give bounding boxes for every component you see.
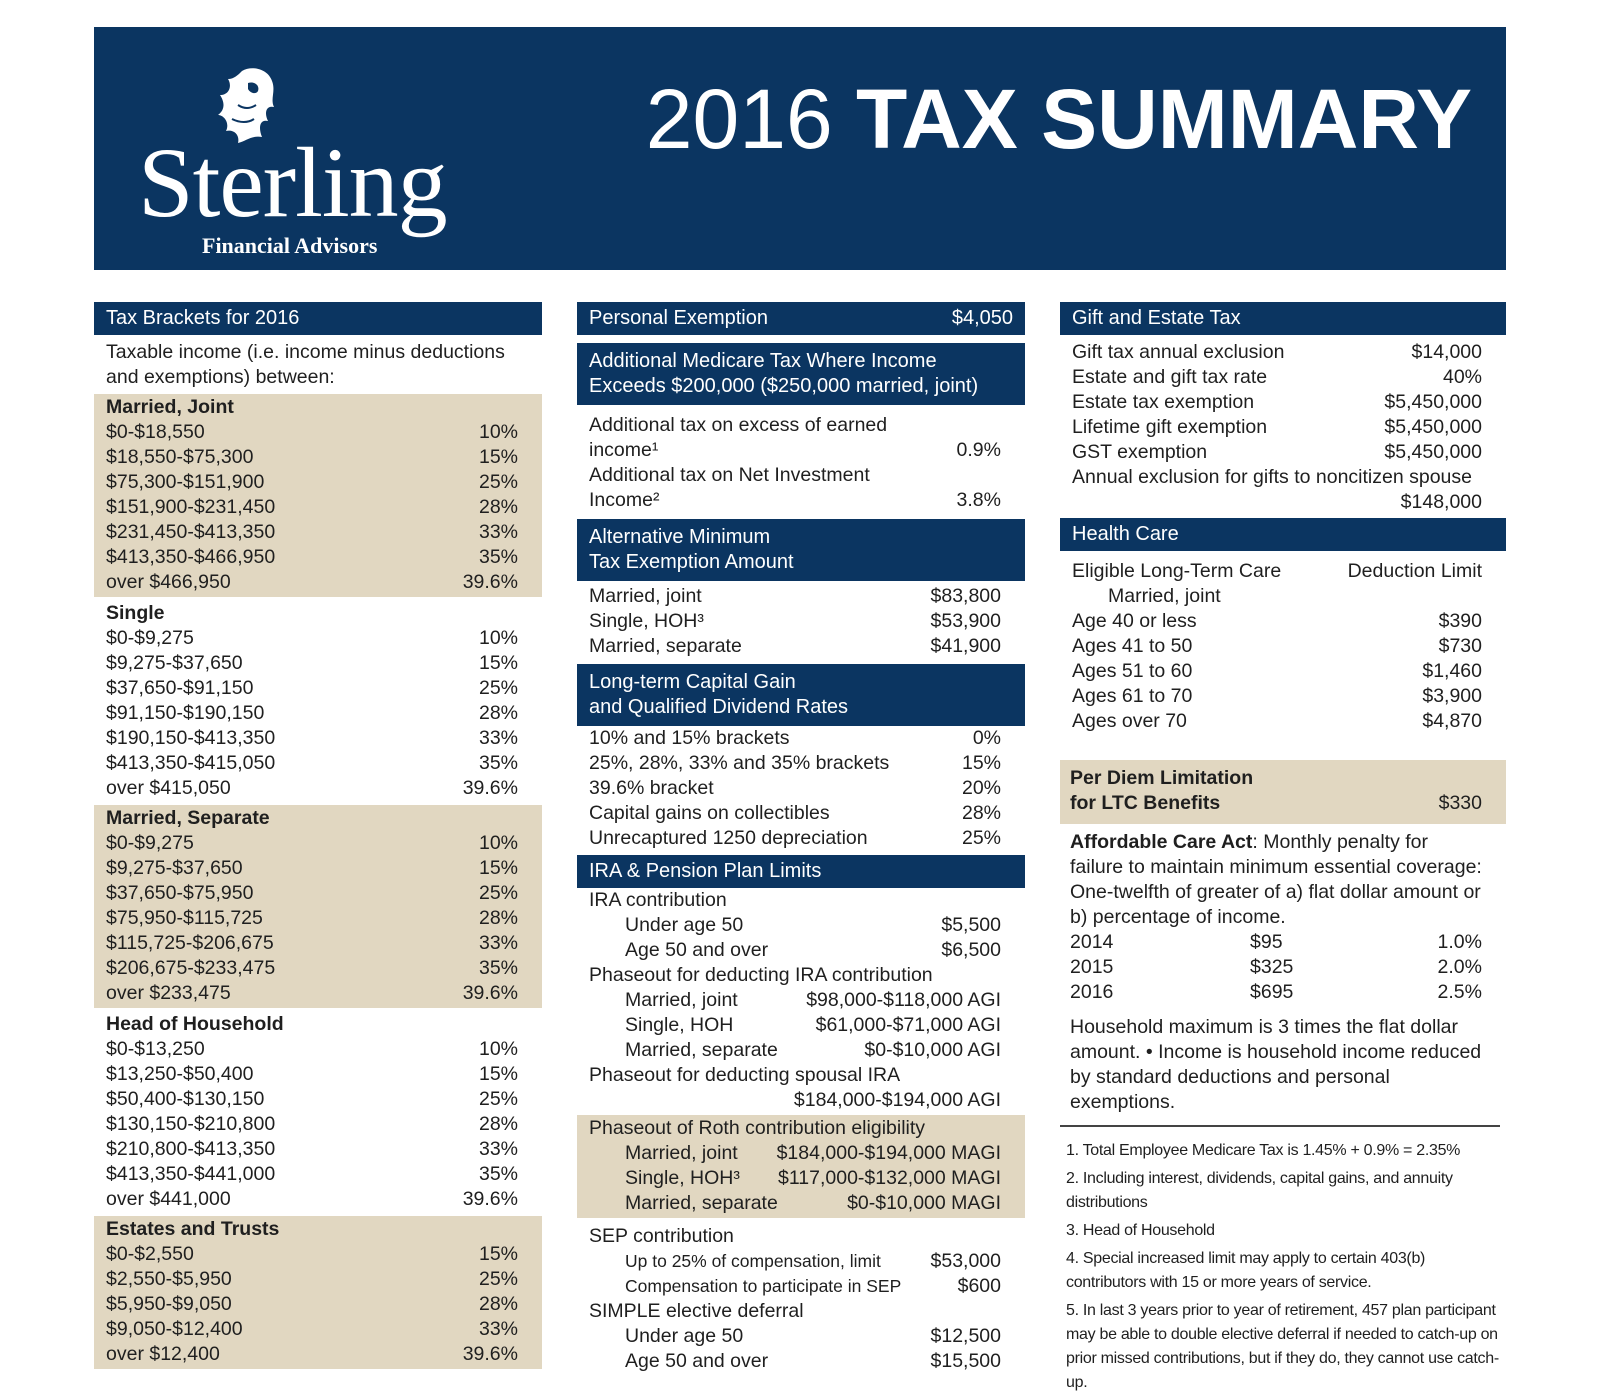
phaseout-ira-rows <box>577 988 1025 1063</box>
roth-row-label: Married, separate <box>625 1192 778 1214</box>
phaseout-ira-row-label: Single, HOH <box>625 1014 734 1036</box>
household-paragraph: Household maximum is 3 times the flat dollar amount. • Income is household income reduced by standard deductions and personal exemptions. <box>1070 1016 1482 1113</box>
bracket-range: over $441,000 <box>106 1188 231 1210</box>
bracket-group <box>94 1008 542 1216</box>
bracket-row <box>94 495 542 520</box>
bracket-row <box>94 751 542 776</box>
bracket-row <box>94 931 542 956</box>
bracket-range: $0-$9,275 <box>106 627 194 649</box>
bracket-rate: 25% <box>478 882 518 904</box>
ltc-row-label: Ages over 70 <box>1072 710 1187 732</box>
middle-column <box>577 302 1025 1374</box>
amt-row-label: Single, HOH³ <box>589 610 704 632</box>
bracket-row <box>94 1242 542 1267</box>
phaseout-ira-row-label: Married, separate <box>625 1039 778 1061</box>
right-column <box>1060 302 1506 1399</box>
aca-amount: $95 <box>1250 931 1283 953</box>
bracket-row <box>94 1267 542 1292</box>
ira-row <box>577 913 1025 938</box>
gift-row-value: $5,450,000 <box>1384 441 1482 463</box>
footnote: 1. Total Employee Medicare Tax is 1.45% + 0.9% = 2.35% <box>1066 1142 1461 1159</box>
ltc-row <box>1060 634 1506 659</box>
amt-row-value: $41,900 <box>930 635 1001 657</box>
per-diem-box: Per Diem Limitation for LTC Benefits $330 <box>1060 760 1506 824</box>
bracket-row <box>94 1162 542 1187</box>
bracket-row <box>94 676 542 701</box>
ltc-row-value: $730 <box>1438 635 1482 657</box>
ira-row-label: Under age 50 <box>625 914 744 936</box>
bracket-rate: 25% <box>478 677 518 699</box>
bracket-range: $0-$18,550 <box>106 421 205 443</box>
phaseout-ira-row-value: $61,000-$71,000 AGI <box>815 1014 1001 1036</box>
amt-row <box>577 584 1025 609</box>
medicare-row: Additional tax on excess of earned income¹ 0.9% <box>589 414 1001 461</box>
bracket-row <box>94 726 542 751</box>
bracket-group <box>94 394 542 597</box>
bracket-rate: 35% <box>478 546 518 568</box>
bracket-group-title: Married, Joint <box>106 396 234 418</box>
bracket-range: over $233,475 <box>106 982 231 1004</box>
bracket-row <box>94 626 542 651</box>
roth-title: Phaseout of Roth contribution eligibility <box>589 1117 926 1139</box>
bracket-group-title: Estates and Trusts <box>106 1218 280 1240</box>
bracket-rate: 25% <box>478 1088 518 1110</box>
gift-row <box>1060 415 1506 440</box>
roth-row <box>577 1166 1025 1191</box>
bracket-row <box>94 420 542 445</box>
bracket-row <box>94 701 542 726</box>
bracket-range: over $466,950 <box>106 571 231 593</box>
bracket-rate: 25% <box>478 471 518 493</box>
bracket-range: over $12,400 <box>106 1343 220 1365</box>
ltc-row-value: $3,900 <box>1422 685 1482 707</box>
aca-year: 2016 <box>1070 981 1114 1003</box>
simple-rows <box>577 1324 1025 1374</box>
gift-row <box>1060 390 1506 415</box>
tax-brackets-header: Tax Brackets for 2016 <box>94 302 542 335</box>
bracket-row <box>94 1342 542 1367</box>
cg-row <box>577 801 1025 826</box>
bracket-range: $5,950-$9,050 <box>106 1293 232 1315</box>
ltc-row <box>1060 659 1506 684</box>
ira-rows <box>577 913 1025 963</box>
phaseout-ira-row <box>577 988 1025 1013</box>
aca-row <box>1060 930 1506 955</box>
bracket-range: $413,350-$466,950 <box>106 546 276 568</box>
roth-rows <box>577 1141 1025 1216</box>
cg-row-value: 0% <box>972 727 1001 749</box>
bracket-group <box>94 1216 542 1369</box>
bracket-range: $0-$13,250 <box>106 1038 205 1060</box>
bracket-rate: 33% <box>478 521 518 543</box>
cg-row-label: Capital gains on collectibles <box>589 802 830 824</box>
simple-row-label: Under age 50 <box>625 1325 744 1347</box>
bracket-group <box>94 597 542 805</box>
aca-row <box>1060 955 1506 980</box>
bracket-range: $210,800-$413,350 <box>106 1138 276 1160</box>
ltc-row <box>1060 609 1506 634</box>
phaseout-ira-row-value: $0-$10,000 AGI <box>864 1039 1001 1061</box>
phaseout-ira-row <box>577 1013 1025 1038</box>
amt-row-value: $83,800 <box>930 585 1001 607</box>
aca-amount: $325 <box>1250 956 1294 978</box>
bracket-rate: 28% <box>478 702 518 724</box>
aca-year: 2015 <box>1070 956 1114 978</box>
title-year: 2016 <box>645 72 833 166</box>
footnote: 3. Head of Household <box>1066 1222 1215 1239</box>
bracket-row <box>94 881 542 906</box>
bracket-range: $9,275-$37,650 <box>106 857 243 879</box>
gift-rows <box>1060 340 1506 465</box>
cg-row <box>577 751 1025 776</box>
roth-row <box>577 1141 1025 1166</box>
bracket-range: $75,300-$151,900 <box>106 471 265 493</box>
bracket-range: $37,650-$75,950 <box>106 882 254 904</box>
cg-row-label: Unrecaptured 1250 depreciation <box>589 827 868 849</box>
gift-row-label: GST exemption <box>1072 441 1208 463</box>
bracket-row <box>94 1062 542 1087</box>
cg-row-value: 28% <box>961 802 1001 824</box>
bracket-range: $0-$2,550 <box>106 1243 194 1265</box>
bracket-row <box>94 956 542 981</box>
ira-row <box>577 938 1025 963</box>
tax-brackets-column <box>94 302 542 1369</box>
bracket-rate: 39.6% <box>462 1188 518 1210</box>
amt-row <box>577 634 1025 659</box>
capital-gain-rows <box>577 726 1025 851</box>
phaseout-ira-row-label: Married, joint <box>625 989 738 1011</box>
gift-row <box>1060 365 1506 390</box>
ltc-row-value: $390 <box>1438 610 1482 632</box>
bracket-rate: 25% <box>478 1268 518 1290</box>
bracket-rate: 33% <box>478 932 518 954</box>
bracket-range: $18,550-$75,300 <box>106 446 254 468</box>
bracket-group <box>94 805 542 1008</box>
sep-row <box>577 1274 1025 1299</box>
bracket-group-title: Head of Household <box>106 1013 284 1035</box>
gift-row-value: $5,450,000 <box>1384 391 1482 413</box>
simple-title: SIMPLE elective deferral <box>589 1300 804 1322</box>
ltc-row <box>1060 709 1506 734</box>
simple-row <box>577 1349 1025 1374</box>
amt-row-label: Married, separate <box>589 635 742 657</box>
footnotes <box>1060 1139 1506 1395</box>
bracket-range: $130,150-$210,800 <box>106 1113 276 1135</box>
sep-row-label: Up to 25% of compensation, limit <box>625 1251 881 1271</box>
gift-row-label: Lifetime gift exemption <box>1072 416 1268 438</box>
ltc-row-label: Ages 51 to 60 <box>1072 660 1193 682</box>
gift-row-value: $14,000 <box>1411 341 1482 363</box>
bracket-row <box>94 520 542 545</box>
aca-percent: 1.0% <box>1437 931 1482 953</box>
footnote: 2. Including interest, dividends, capital gains, and annuity distributions <box>1066 1170 1453 1211</box>
ira-row-value: $5,500 <box>941 914 1001 936</box>
header-banner <box>94 27 1506 270</box>
footnote: 5. In last 3 years prior to year of retirement, 457 plan participant may be able to double elective deferral if needed to catch-up on prior missed contributions, but if they do, they cannot use catch-up. <box>1066 1302 1499 1391</box>
title-main: TAX SUMMARY <box>856 72 1472 166</box>
bracket-row <box>94 831 542 856</box>
amt-row <box>577 609 1025 634</box>
bracket-rate: 33% <box>478 727 518 749</box>
footnote: 4. Special increased limit may apply to certain 403(b) contributors with 15 or more years of service. <box>1066 1250 1426 1291</box>
ltc-header-row: Eligible Long-Term Care Deduction Limit <box>1072 560 1482 582</box>
bracket-rate: 35% <box>478 957 518 979</box>
bracket-row <box>94 1112 542 1137</box>
bracket-range: $206,675-$233,475 <box>106 957 276 979</box>
roth-row-value: $117,000-$132,000 MAGI <box>778 1167 1001 1189</box>
gift-row-value: $5,450,000 <box>1384 416 1482 438</box>
bracket-rate: 39.6% <box>462 777 518 799</box>
bracket-rate: 15% <box>478 1243 518 1265</box>
cg-row-label: 10% and 15% brackets <box>589 727 790 749</box>
sep-rows <box>577 1249 1025 1299</box>
bracket-row <box>94 570 542 595</box>
personal-exemption-header: Personal Exemption $4,050 <box>577 302 1025 335</box>
roth-box <box>577 1115 1025 1218</box>
bracket-row <box>94 981 542 1006</box>
bracket-row <box>94 445 542 470</box>
ltc-row-label: Ages 61 to 70 <box>1072 685 1193 707</box>
gift-row-label: Gift tax annual exclusion <box>1072 341 1285 363</box>
bracket-range: over $415,050 <box>106 777 231 799</box>
bracket-range: $151,900-$231,450 <box>106 496 276 518</box>
ira-row-label: Age 50 and over <box>625 939 769 961</box>
aca-percent: 2.5% <box>1437 981 1482 1003</box>
bracket-row <box>94 856 542 881</box>
ltc-rows <box>1060 609 1506 734</box>
ira-row-value: $6,500 <box>941 939 1001 961</box>
bracket-range: $0-$9,275 <box>106 832 194 854</box>
ltc-row-value: $4,870 <box>1422 710 1482 732</box>
bracket-groups <box>94 394 542 1369</box>
capital-gain-header: Long-term Capital Gain and Qualified Dividend Rates <box>577 664 1025 726</box>
gift-row <box>1060 440 1506 465</box>
bracket-range: $75,950-$115,725 <box>106 907 263 929</box>
cg-row <box>577 726 1025 751</box>
bracket-rate: 39.6% <box>462 1343 518 1365</box>
bracket-row <box>94 1137 542 1162</box>
roth-row-value: $0-$10,000 MAGI <box>847 1192 1001 1214</box>
ltc-row <box>1060 684 1506 709</box>
gift-row-label: Estate tax exemption <box>1072 391 1255 413</box>
bracket-group-title: Married, Separate <box>106 807 270 829</box>
bracket-row <box>94 651 542 676</box>
ira-header: IRA & Pension Plan Limits <box>577 855 1025 888</box>
ltc-row-label: Age 40 or less <box>1072 610 1197 632</box>
phaseout-spousal-value: $184,000-$194,000 AGI <box>793 1089 1001 1111</box>
bracket-range: $413,350-$415,050 <box>106 752 276 774</box>
sep-row-value: $600 <box>957 1275 1001 1297</box>
aca-paragraph: Affordable Care Act: Monthly penalty for failure to maintain minimum essential coverage: One-twelfth of greater of a) flat dollar amount or b) percentage of income. <box>1070 831 1482 928</box>
footnote-divider <box>1060 1125 1500 1127</box>
bracket-row <box>94 1087 542 1112</box>
cg-row <box>577 776 1025 801</box>
bracket-row <box>94 1292 542 1317</box>
bracket-group-title: Single <box>106 602 165 624</box>
bracket-rate: 33% <box>478 1318 518 1340</box>
gift-row-label: Estate and gift tax rate <box>1072 366 1268 388</box>
bracket-rate: 10% <box>478 627 518 649</box>
cg-row-label: 25%, 28%, 33% and 35% brackets <box>589 752 890 774</box>
roth-row-label: Single, HOH³ <box>625 1167 740 1189</box>
amt-row-value: $53,900 <box>930 610 1001 632</box>
aca-year: 2014 <box>1070 931 1114 953</box>
bracket-rate: 28% <box>478 907 518 929</box>
bracket-rate: 10% <box>478 832 518 854</box>
bracket-rate: 15% <box>478 1063 518 1085</box>
bracket-range: $13,250-$50,400 <box>106 1063 254 1085</box>
bracket-row <box>94 1037 542 1062</box>
bracket-rate: 28% <box>478 1113 518 1135</box>
ira-contribution-label: IRA contribution <box>589 889 727 911</box>
bracket-rate: 33% <box>478 1138 518 1160</box>
phaseout-ira-label: Phaseout for deducting IRA contribution <box>589 964 933 986</box>
bracket-row <box>94 906 542 931</box>
bracket-range: $37,650-$91,150 <box>106 677 254 699</box>
bracket-rate: 10% <box>478 1038 518 1060</box>
bracket-rate: 15% <box>478 652 518 674</box>
amt-rows <box>577 584 1025 659</box>
bracket-range: $231,450-$413,350 <box>106 521 276 543</box>
phaseout-ira-row <box>577 1038 1025 1063</box>
bracket-rate: 15% <box>478 857 518 879</box>
sep-row <box>577 1249 1025 1274</box>
ltc-row-value: $1,460 <box>1422 660 1482 682</box>
roth-row-label: Married, joint <box>625 1142 738 1164</box>
tax-brackets-intro: Taxable income (i.e. income minus deductions and exemptions) between: <box>106 341 505 388</box>
ltc-row-label: Ages 41 to 50 <box>1072 635 1193 657</box>
bracket-row <box>94 545 542 570</box>
logo-wordmark: Sterling <box>138 127 447 238</box>
amt-row-label: Married, joint <box>589 585 702 607</box>
aca-rows <box>1060 930 1506 1005</box>
simple-row-value: $12,500 <box>930 1325 1001 1347</box>
bracket-range: $413,350-$441,000 <box>106 1163 276 1185</box>
roth-row <box>577 1191 1025 1216</box>
bracket-range: $91,150-$190,150 <box>106 702 265 724</box>
cg-row <box>577 826 1025 851</box>
bracket-rate: 28% <box>478 1293 518 1315</box>
phaseout-ira-row-value: $98,000-$118,000 AGI <box>806 989 1001 1011</box>
gift-noncitizen-label: Annual exclusion for gifts to noncitizen spouse <box>1072 466 1472 488</box>
sterling-logo <box>138 65 458 258</box>
bracket-rate: 39.6% <box>462 982 518 1004</box>
aca-amount: $695 <box>1250 981 1294 1003</box>
bracket-range: $2,550-$5,950 <box>106 1268 232 1290</box>
bracket-range: $9,275-$37,650 <box>106 652 243 674</box>
sep-row-label: Compensation to participate in SEP <box>625 1276 902 1296</box>
bracket-row <box>94 1187 542 1212</box>
logo-subtitle: Financial Advisors <box>202 233 378 258</box>
simple-row-label: Age 50 and over <box>625 1350 769 1372</box>
gift-row <box>1060 340 1506 365</box>
cg-row-value: 25% <box>961 827 1001 849</box>
bracket-row <box>94 776 542 801</box>
bracket-range: $9,050-$12,400 <box>106 1318 243 1340</box>
gift-noncitizen-value: $148,000 <box>1400 491 1482 513</box>
page-title <box>645 72 1472 166</box>
medicare-header: Additional Medicare Tax Where Income Exceeds $200,000 ($250,000 married, joint) <box>577 343 1025 405</box>
aca-percent: 2.0% <box>1437 956 1482 978</box>
bracket-row <box>94 1317 542 1342</box>
phaseout-spousal-label: Phaseout for deducting spousal IRA <box>589 1064 901 1086</box>
aca-row <box>1060 980 1506 1005</box>
bracket-rate: 35% <box>478 752 518 774</box>
health-care-header: Health Care <box>1060 518 1506 551</box>
gift-row-value: 40% <box>1442 366 1482 388</box>
bracket-rate: 28% <box>478 496 518 518</box>
ltc-subheader: Married, joint <box>1108 585 1221 607</box>
bracket-range: $115,725-$206,675 <box>106 932 274 954</box>
simple-row-value: $15,500 <box>930 1350 1001 1372</box>
bracket-range: $190,150-$413,350 <box>106 727 276 749</box>
bracket-rate: 39.6% <box>462 571 518 593</box>
cg-row-value: 15% <box>961 752 1001 774</box>
cg-row-label: 39.6% bracket <box>589 777 714 799</box>
roth-row-value: $184,000-$194,000 MAGI <box>776 1142 1001 1164</box>
sep-title: SEP contribution <box>589 1225 734 1247</box>
bracket-rate: 10% <box>478 421 518 443</box>
bracket-rate: 35% <box>478 1163 518 1185</box>
amt-header: Alternative Minimum Tax Exemption Amount <box>577 519 1025 581</box>
cg-row-value: 20% <box>961 777 1001 799</box>
simple-row <box>577 1324 1025 1349</box>
bracket-range: $50,400-$130,150 <box>106 1088 265 1110</box>
bracket-row <box>94 470 542 495</box>
medicare-row: Additional tax on Net Investment Income² 3.8% <box>589 464 1001 511</box>
bracket-rate: 15% <box>478 446 518 468</box>
sep-row-value: $53,000 <box>930 1250 1001 1272</box>
gift-estate-header: Gift and Estate Tax <box>1060 302 1506 335</box>
